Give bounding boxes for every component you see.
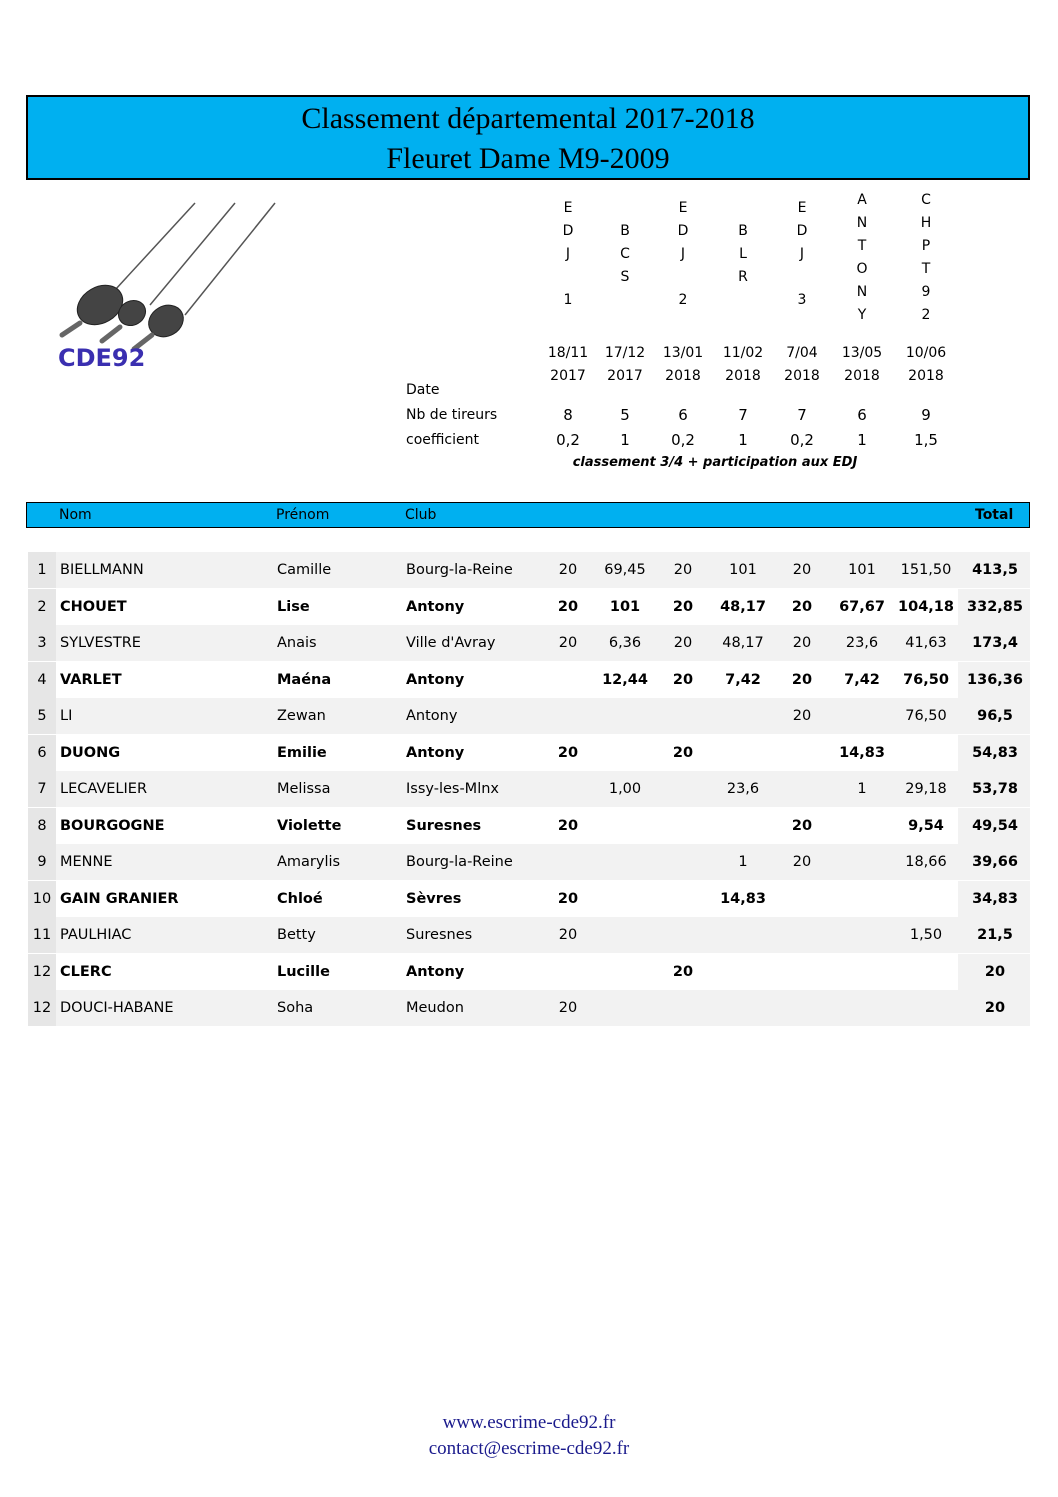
competition-date-line: 11/02 [722,345,764,361]
competition-date-line: 13/01 [662,345,704,361]
score-cell: 12,44 [602,671,648,688]
club-cell: Suresnes [406,927,473,943]
score-cell: 14,83 [720,890,766,907]
name-cell: LI [60,708,73,724]
score-cell: 101 [848,562,876,578]
score-cell: 48,17 [722,635,764,651]
rank-cell: 1 [37,562,47,578]
competition-nb-tireurs: 6 [678,406,688,424]
col-nom: Nom [59,507,92,523]
total-cell: 136,36 [967,671,1023,688]
score-cell: 18,66 [905,854,947,870]
competition-code-letter: E [678,200,688,216]
score-cell: 1 [738,854,748,870]
competition-coefficient: 0,2 [671,431,695,449]
competition-nb-tireurs: 9 [921,406,931,424]
total-cell: 49,54 [972,817,1018,834]
competition-date [827,342,897,388]
score-cell: 20 [558,562,578,578]
table-row [28,990,1030,1026]
competition-coefficient: 1 [857,431,867,449]
club-cell: Bourg-la-Reine [406,562,513,578]
name-cell: VARLET [60,671,122,688]
name-cell: SYLVESTRE [60,635,141,651]
score-cell: 20 [557,817,579,834]
score-cell: 20 [672,744,694,761]
score-cell: 29,18 [905,781,947,797]
club-cell: Antony [406,708,458,724]
score-cell: 20 [673,635,693,651]
rank-cell: 5 [37,708,47,724]
club-cell: Antony [406,671,465,688]
score-cell: 7,42 [844,671,880,688]
name-cell: DUONG [60,744,121,761]
score-cell: 151,50 [900,562,952,578]
score-cell: 48,17 [720,598,766,615]
competition-nb-tireurs: 8 [563,406,573,424]
competition-code-letter: D [562,223,574,239]
score-cell: 20 [557,744,579,761]
competition-date-line: 7/04 [786,345,818,361]
first-name-cell: Betty [277,927,316,943]
first-name-cell: Lucille [277,963,330,980]
score-cell: 20 [557,890,579,907]
score-cell: 20 [672,598,694,615]
club-cell: Antony [406,598,465,615]
rank-cell: 3 [37,635,47,651]
col-prenom: Prénom [276,507,330,523]
club-cell: Antony [406,963,465,980]
rank-cell: 10 [32,890,52,907]
score-cell: 76,50 [903,671,949,688]
rank-cell: 7 [37,781,47,797]
score-cell: 6,36 [608,635,642,651]
rank-cell: 12 [32,963,52,980]
first-name-cell: Emilie [277,744,327,761]
table-header [26,502,1030,528]
competition-date-line: 2018 [844,368,880,384]
score-cell: 1,50 [909,927,943,943]
score-cell: 41,63 [905,635,947,651]
name-cell: PAULHIAC [60,927,132,943]
competition-code-letter: B [620,223,630,239]
score-cell: 101 [609,598,641,615]
score-cell: 1 [857,781,867,797]
table-row [28,589,1030,625]
club-cell: Meudon [406,1000,464,1016]
score-cell: 23,6 [726,781,760,797]
table-row [28,771,1030,807]
competition-code-letter: 2 [678,292,688,308]
competition-code-letter: 2 [921,307,931,323]
score-cell: 20 [792,562,812,578]
competition-date-line: 18/11 [547,345,589,361]
first-name-cell: Amarylis [277,854,341,870]
competition-code-letter: T [921,261,931,277]
label-nb-tireurs: Nb de tireurs [406,407,498,423]
rank-cell: 11 [32,927,52,943]
logo-text: CDE92 [58,344,146,372]
score-cell: 9,54 [908,817,944,834]
first-name-cell: Lise [277,598,310,615]
first-name-cell: Violette [277,817,342,834]
competition-coefficient: 1,5 [914,431,938,449]
competition-code-letter: 3 [797,292,807,308]
competition-coefficient: 1 [620,431,630,449]
competition-date-line: 2017 [607,368,643,384]
name-cell: LECAVELIER [60,781,148,797]
score-cell: 20 [558,927,578,943]
competition-nb-tireurs: 7 [738,406,748,424]
score-cell: 7,42 [725,671,761,688]
score-cell: 101 [729,562,757,578]
competition-code-letter: E [563,200,573,216]
total-cell: 20 [984,963,1006,980]
rank-cell: 2 [37,598,47,615]
competition-code-letter: C [620,246,630,262]
club-cell: Bourg-la-Reine [406,854,513,870]
name-cell: CHOUET [60,598,127,615]
col-total: Total [975,507,1014,523]
first-name-cell: Maéna [277,671,332,688]
competition-date-line: 2018 [665,368,701,384]
score-cell: 20 [792,635,812,651]
total-cell: 413,5 [972,562,1018,578]
total-cell: 53,78 [972,781,1018,797]
competition-date-line: 2018 [784,368,820,384]
competition-code-letter: C [921,192,931,208]
score-cell: 23,6 [845,635,879,651]
score-cell: 20 [791,817,813,834]
competition-code-letter: B [738,223,748,239]
competition-date-line: 2018 [908,368,944,384]
competition-coefficient: 1 [738,431,748,449]
rank-cell: 6 [37,744,47,761]
total-cell: 96,5 [977,708,1013,724]
club-cell: Issy-les-Mlnx [406,781,499,797]
table-row [28,917,1030,953]
competition-code-letter: J [565,246,571,262]
score-cell: 20 [791,598,813,615]
score-cell: 20 [792,708,812,724]
score-cell: 20 [558,635,578,651]
first-name-cell: Zewan [277,708,326,724]
title-banner [26,95,1030,180]
total-cell: 332,85 [967,598,1023,615]
footer-email[interactable]: contact@escrime-cde92.fr [428,1438,630,1459]
competition-code-letter: N [856,284,868,300]
competition-code-letter: T [857,238,867,254]
competition-code-letter: 9 [921,284,931,300]
page-title: Classement départemental 2017-2018 [301,102,755,135]
club-cell: Sèvres [406,890,462,907]
name-cell: CLERC [60,963,112,980]
total-cell: 21,5 [977,927,1013,943]
footer-website[interactable]: www.escrime-cde92.fr [442,1412,616,1433]
competition-date [891,342,961,388]
club-cell: Antony [406,744,465,761]
competition-code-letter: D [796,223,808,239]
rank-cell: 9 [37,854,47,870]
page-subtitle: Fleuret Dame M9-2009 [386,142,670,175]
label-coefficient: coefficient [406,432,479,448]
competition-code-letter: 1 [563,292,573,308]
total-cell: 54,83 [972,744,1018,761]
label-date: Date [406,382,440,398]
competition-date-line: 2017 [550,368,586,384]
competition-code-letter: O [856,261,868,277]
table-row [28,808,1030,844]
score-cell: 20 [558,1000,578,1016]
coefficient-note: classement 3/4 + participation aux EDJ [572,455,858,470]
competition-code-letter: J [799,246,805,262]
score-cell: 20 [672,671,694,688]
total-cell: 39,66 [972,854,1018,870]
competition-nb-tireurs: 5 [620,406,630,424]
col-club: Club [405,507,437,523]
name-cell: BOURGOGNE [60,817,165,834]
competition-date-line: 2018 [725,368,761,384]
rank-cell: 8 [37,817,47,834]
competition-nb-tireurs: 6 [857,406,867,424]
competition-code-letter: D [677,223,689,239]
competition-code-letter: H [920,215,932,231]
first-name-cell: Camille [277,562,332,578]
competition-coefficient: 0,2 [556,431,580,449]
table-row [28,844,1030,880]
competition-code-letter: E [797,200,807,216]
competition-code-letter: N [856,215,868,231]
total-cell: 34,83 [972,890,1018,907]
name-cell: GAIN GRANIER [60,890,179,907]
first-name-cell: Melissa [277,781,331,797]
competition-code-letter: J [680,246,686,262]
first-name-cell: Anais [277,635,317,651]
competition-code-letter: S [620,269,630,285]
competition-code-letter: L [739,246,747,262]
table-row [28,735,1030,771]
score-cell: 104,18 [898,598,954,615]
competition-code-letter: A [857,192,867,208]
table-row [28,552,1030,588]
rank-cell: 4 [37,671,47,688]
competition-code-letter: Y [857,307,867,323]
score-cell: 1,00 [608,781,642,797]
score-cell: 14,83 [839,744,885,761]
name-cell: DOUCI-HABANE [60,1000,174,1016]
competition-date-line: 10/06 [905,345,947,361]
total-cell: 20 [984,1000,1006,1016]
competition-code-letter: R [738,269,748,285]
table-row [28,662,1030,698]
cde92-logo [40,195,300,380]
score-cell: 20 [791,671,813,688]
table-row [28,698,1030,734]
score-cell: 20 [673,562,693,578]
name-cell: MENNE [60,854,113,870]
score-cell: 69,45 [604,562,646,578]
first-name-cell: Chloé [277,890,323,907]
table-row [28,954,1030,990]
table-row [28,881,1030,917]
name-cell: BIELLMANN [60,562,144,578]
table-row [28,625,1030,661]
score-cell: 20 [557,598,579,615]
competition-date-line: 17/12 [604,345,646,361]
rank-cell: 12 [32,1000,52,1016]
first-name-cell: Soha [277,1000,314,1016]
score-cell: 20 [672,963,694,980]
score-cell: 20 [792,854,812,870]
score-cell: 67,67 [839,598,885,615]
competition-nb-tireurs: 7 [797,406,807,424]
total-cell: 173,4 [972,635,1018,651]
club-cell: Suresnes [406,817,482,834]
score-cell: 76,50 [905,708,947,724]
competition-date-line: 13/05 [841,345,883,361]
competition-code-letter: P [921,238,931,254]
competition-coefficient: 0,2 [790,431,814,449]
club-cell: Ville d'Avray [406,635,496,651]
